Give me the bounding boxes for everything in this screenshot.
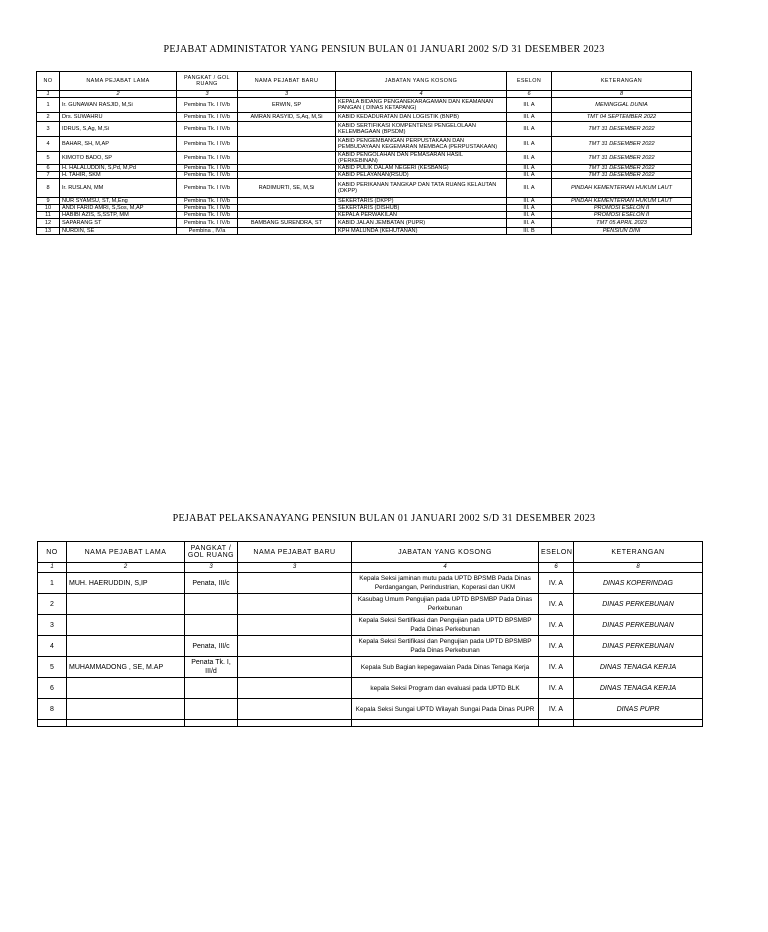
row-nama-baru xyxy=(238,198,336,205)
row-no: 9 xyxy=(37,198,60,205)
row-no: 2 xyxy=(37,113,60,122)
row-nama-lama: Drs. SUWAHRU xyxy=(60,113,177,122)
table-row xyxy=(38,678,703,699)
row-jabatan: KPH MALUNDA (KEHUTANAN) xyxy=(336,228,507,235)
col-number: 2 xyxy=(67,563,185,573)
row-pangkat: Pembina Tk. I IV/b xyxy=(177,212,238,219)
row-jabatan: KABID SERTIFIKASI KOMPENTENSI PENGELOLAAN KELEMBAGAAN (BPSDM) xyxy=(336,122,507,137)
header-pangkat: PANGKAT / GOL RUANG xyxy=(185,542,238,563)
row-eselon: IV. A xyxy=(539,573,574,594)
row-keterangan: DINAS PERKEBUNAN xyxy=(574,636,703,657)
row-eselon: III. A xyxy=(507,165,552,172)
row-eselon: IV. A xyxy=(539,615,574,636)
row-no: 3 xyxy=(38,615,67,636)
table-row xyxy=(37,122,692,137)
row-no: 10 xyxy=(37,205,60,212)
row-keterangan: PINDAH KEMENTERIAN HUKUM LAUT xyxy=(552,198,692,205)
row-nama-lama: NURDIN, SE xyxy=(60,228,177,235)
row-keterangan: TMT 31 DESEMBER 2022 xyxy=(552,152,692,165)
row-nama-lama xyxy=(67,636,185,657)
row-no: 4 xyxy=(38,636,67,657)
table2-title: PEJABAT PELAKSANAYANG PENSIUN BULAN 01 JANUARI 2002 S/D 31 DESEMBER 2023 xyxy=(172,513,596,524)
row-nama-lama: SAPARANG ST xyxy=(60,219,177,228)
empty-cell xyxy=(38,720,67,727)
administrator-table xyxy=(36,71,692,235)
row-eselon: III. A xyxy=(507,198,552,205)
row-no: 6 xyxy=(38,678,67,699)
row-nama-baru xyxy=(238,657,352,678)
row-pangkat xyxy=(185,615,238,636)
header-nama-baru: NAMA PEJABAT BARU xyxy=(238,72,336,91)
table-row xyxy=(38,657,703,678)
row-nama-baru: RADIMURTI, SE, M,Si xyxy=(238,179,336,198)
row-pangkat xyxy=(185,699,238,720)
empty-cell xyxy=(67,720,185,727)
row-jabatan: Kepala Seksi Sertifikasi dan Pengujian pada UPTD BPSMBP Pada Dinas Perkebunan xyxy=(352,615,539,636)
table-row xyxy=(37,137,692,152)
row-jabatan: Kepala Seksi Sertifikasi dan Pengujian pada UPTD BPSMBP Pada Dinas Perkebunan xyxy=(352,636,539,657)
row-nama-baru xyxy=(238,172,336,179)
col-number: 8 xyxy=(552,91,692,98)
table-header-row xyxy=(38,542,703,563)
row-eselon: III. A xyxy=(507,179,552,198)
empty-cell xyxy=(185,720,238,727)
row-nama-baru: ERWIN, SP xyxy=(238,98,336,113)
header-nama-lama: NAMA PEJABAT LAMA xyxy=(67,542,185,563)
row-eselon: IV. A xyxy=(539,594,574,615)
table-row xyxy=(38,573,703,594)
row-keterangan: DINAS PERKEBUNAN xyxy=(574,594,703,615)
row-jabatan: kepala Seksi Program dan evaluasi pada UPTD BLK xyxy=(352,678,539,699)
col-number: 3 xyxy=(177,91,238,98)
row-pangkat: Penata, III/c xyxy=(185,573,238,594)
row-nama-lama: ANDI FARID AMRI, S,Sos, M,AP xyxy=(60,205,177,212)
row-nama-baru xyxy=(238,205,336,212)
row-jabatan: KEPALA PERWAKILAN xyxy=(336,212,507,219)
table-row xyxy=(38,594,703,615)
col-number: 3 xyxy=(238,563,352,573)
row-keterangan: PROMOSI ESELON II xyxy=(552,205,692,212)
row-keterangan: PROMOSI ESELON II xyxy=(552,212,692,219)
column-number-row xyxy=(37,91,692,98)
row-keterangan: DINAS TENAGA KERJA xyxy=(574,678,703,699)
row-keterangan: TMT 04 SEPTEMBER 2022 xyxy=(552,113,692,122)
col-number: 4 xyxy=(336,91,507,98)
column-number-row xyxy=(38,563,703,573)
row-nama-lama: BAHAR, SH, M,AP xyxy=(60,137,177,152)
row-nama-lama: H. TAHIR, SKM xyxy=(60,172,177,179)
row-pangkat: Pembina Tk. I IV/b xyxy=(177,152,238,165)
row-eselon: III. A xyxy=(507,205,552,212)
row-jabatan: KABID KEDADURATAN DAN LOGISTIK (BNPB) xyxy=(336,113,507,122)
col-number: 3 xyxy=(185,563,238,573)
table-row xyxy=(38,615,703,636)
row-nama-lama: H. HALALUDDIN, S,Pd, M,Pd xyxy=(60,165,177,172)
table-row xyxy=(37,152,692,165)
row-nama-lama: Ir. RUSLAN, MM xyxy=(60,179,177,198)
col-number: 6 xyxy=(539,563,574,573)
header-nama-lama: NAMA PEJABAT LAMA xyxy=(60,72,177,91)
row-pangkat xyxy=(185,678,238,699)
table-row xyxy=(37,198,692,205)
row-jabatan: SEKERTARIS (DKPP) xyxy=(336,198,507,205)
table-row xyxy=(38,699,703,720)
col-number: 2 xyxy=(60,91,177,98)
row-pangkat: Pembina Tk. I IV/b xyxy=(177,198,238,205)
row-no: 8 xyxy=(38,699,67,720)
row-keterangan: TMT 31 DESEMBER 2022 xyxy=(552,165,692,172)
row-nama-baru: AMRAN RASYID, S,Aq, M,Si xyxy=(238,113,336,122)
row-nama-lama: NUR SYAMSU, ST, M,Eng xyxy=(60,198,177,205)
row-no: 1 xyxy=(37,98,60,113)
table-row xyxy=(37,172,692,179)
row-pangkat: Penata Tk. I, III/d xyxy=(185,657,238,678)
row-no: 3 xyxy=(37,122,60,137)
header-pangkat: PANGKAT / GOL RUANG xyxy=(177,72,238,91)
row-eselon: III. A xyxy=(507,219,552,228)
row-nama-lama: MUH. HAERUDDIN, S,IP xyxy=(67,573,185,594)
header-eselon: ESELON xyxy=(507,72,552,91)
header-no: NO xyxy=(38,542,67,563)
row-nama-lama: KIMOTO BADO, SP xyxy=(60,152,177,165)
empty-row xyxy=(38,720,703,727)
row-no: 2 xyxy=(38,594,67,615)
row-eselon: IV. A xyxy=(539,657,574,678)
row-no: 7 xyxy=(37,172,60,179)
row-pangkat: Pembina Tk. I IV/b xyxy=(177,122,238,137)
col-number: 8 xyxy=(574,563,703,573)
row-no: 12 xyxy=(37,219,60,228)
row-no: 4 xyxy=(37,137,60,152)
row-nama-lama: Ir. GUNAWAN RASJID, M,Si xyxy=(60,98,177,113)
row-pangkat: Pembina Tk. I IV/b xyxy=(177,137,238,152)
row-nama-lama: MUHAMMADONG , SE, M.AP xyxy=(67,657,185,678)
table1-title: PEJABAT ADMINISTATOR YANG PENSIUN BULAN 01 JANUARI 2002 S/D 31 DESEMBER 2023 xyxy=(163,44,605,55)
row-pangkat: Pembina Tk. I IV/b xyxy=(177,165,238,172)
row-keterangan: TMT 31 DESEMBER 2022 xyxy=(552,172,692,179)
col-number: 3 xyxy=(238,91,336,98)
row-jabatan: Kasubag Umum Pengujian pada UPTD BPSMBP Pada Dinas Perkebunan xyxy=(352,594,539,615)
row-jabatan: SEKERTARIS (DISHUB) xyxy=(336,205,507,212)
row-eselon: III. A xyxy=(507,137,552,152)
col-number: 1 xyxy=(38,563,67,573)
row-jabatan: KABID PELAYANAN(RSUD) xyxy=(336,172,507,179)
row-eselon: III. A xyxy=(507,152,552,165)
table-row xyxy=(37,165,692,172)
header-nama-baru: NAMA PEJABAT BARU xyxy=(238,542,352,563)
table-header-row xyxy=(37,72,692,91)
row-nama-lama xyxy=(67,615,185,636)
row-pangkat: Pembina Tk. I IV/b xyxy=(177,113,238,122)
row-pangkat: Penata, III/c xyxy=(185,636,238,657)
row-nama-baru xyxy=(238,699,352,720)
row-keterangan: DINAS TENAGA KERJA xyxy=(574,657,703,678)
row-no: 5 xyxy=(38,657,67,678)
row-nama-baru xyxy=(238,137,336,152)
row-keterangan: MENINGGAL DUNIA xyxy=(552,98,692,113)
header-no: NO xyxy=(37,72,60,91)
pelaksana-table xyxy=(37,541,703,727)
row-eselon: III. A xyxy=(507,122,552,137)
row-nama-baru xyxy=(238,165,336,172)
row-keterangan: TMT 31 DESEMBER 2022 xyxy=(552,122,692,137)
empty-cell xyxy=(352,720,539,727)
row-eselon: III. A xyxy=(507,212,552,219)
row-jabatan: Kepala Seksi jaminan mutu pada UPTD BPSMB Pada Dinas Perdangangan, Perindustrian, Koperasi dan UKM xyxy=(352,573,539,594)
row-eselon: III. A xyxy=(507,113,552,122)
row-nama-baru xyxy=(238,594,352,615)
header-jabatan: JABATAN YANG KOSONG xyxy=(336,72,507,91)
row-nama-baru xyxy=(238,573,352,594)
row-no: 1 xyxy=(38,573,67,594)
row-no: 11 xyxy=(37,212,60,219)
row-no: 6 xyxy=(37,165,60,172)
row-nama-baru xyxy=(238,636,352,657)
row-nama-baru: BAMBANG SURENDRA, ST xyxy=(238,219,336,228)
row-nama-lama: HABIBI AZIS, S,SSTP, MM xyxy=(60,212,177,219)
table-row xyxy=(37,228,692,235)
table-row xyxy=(37,219,692,228)
row-jabatan: KABID PERIKANAN TANGKAP DAN TATA RUANG KELAUTAN (DKPP) xyxy=(336,179,507,198)
row-no: 8 xyxy=(37,179,60,198)
table-row xyxy=(37,113,692,122)
header-keterangan: KETERANGAN xyxy=(574,542,703,563)
row-pangkat: Pembina Tk. I IV/b xyxy=(177,179,238,198)
row-no: 13 xyxy=(37,228,60,235)
row-pangkat: Pembina Tk. I IV/b xyxy=(177,219,238,228)
row-nama-baru xyxy=(238,122,336,137)
row-eselon: III. A xyxy=(507,172,552,179)
row-nama-baru xyxy=(238,615,352,636)
row-pangkat: Pembina Tk. I IV/b xyxy=(177,172,238,179)
row-jabatan: Kepala Sub Bagian kepegawaian Pada Dinas Tenaga Kerja xyxy=(352,657,539,678)
row-nama-lama xyxy=(67,699,185,720)
col-number: 6 xyxy=(507,91,552,98)
empty-cell xyxy=(574,720,703,727)
table-row xyxy=(38,636,703,657)
row-nama-lama: IDRUS, S,Ag, M,Si xyxy=(60,122,177,137)
row-jabatan: KABID PENGEMBANGAN PERPUSTAKAAN DAN PEMBUDAYAAN KEGEMARAN MEMBACA (PERPUSTAKAAN) xyxy=(336,137,507,152)
row-pangkat: Pembina , IV/a xyxy=(177,228,238,235)
row-jabatan: KABID PENGOLAHAN DAN PEMASARAN HASIL (PERKEBINAN) xyxy=(336,152,507,165)
row-eselon: IV. A xyxy=(539,678,574,699)
row-keterangan: PENSIUN DINI xyxy=(552,228,692,235)
table-row xyxy=(37,98,692,113)
row-eselon: III. A xyxy=(507,98,552,113)
row-keterangan: DINAS PERKEBUNAN xyxy=(574,615,703,636)
row-jabatan: KEPALA BIDANG PENGANEKARAGAMAN DAN KEAMANAN PANGAN ( DINAS KETAPANG) xyxy=(336,98,507,113)
empty-cell xyxy=(238,720,352,727)
header-jabatan: JABATAN YANG KOSONG xyxy=(352,542,539,563)
row-pangkat xyxy=(185,594,238,615)
table-body xyxy=(37,91,692,235)
row-eselon: IV. A xyxy=(539,636,574,657)
table-body xyxy=(38,563,703,727)
table-row xyxy=(37,179,692,198)
empty-cell xyxy=(539,720,574,727)
row-nama-lama xyxy=(67,594,185,615)
row-keterangan: TMT 31 DESEMBER 2022 xyxy=(552,137,692,152)
row-keterangan: TMT 05 APRIL 2023 xyxy=(552,219,692,228)
col-number: 4 xyxy=(352,563,539,573)
row-nama-baru xyxy=(238,152,336,165)
row-nama-baru xyxy=(238,212,336,219)
row-nama-baru xyxy=(238,678,352,699)
row-pangkat: Pembina Tk. I IV/b xyxy=(177,205,238,212)
row-nama-lama xyxy=(67,678,185,699)
row-no: 5 xyxy=(37,152,60,165)
col-number: 1 xyxy=(37,91,60,98)
row-jabatan: Kepala Seksi Sungai UPTD Wilayah Sungai Pada Dinas PUPR xyxy=(352,699,539,720)
row-keterangan: PINDAH KEMENTERIAN HUKUM LAUT xyxy=(552,179,692,198)
row-jabatan: KABID PULIK DALAM NEGERI (KESBANG) xyxy=(336,165,507,172)
row-eselon: III. B xyxy=(507,228,552,235)
table-row xyxy=(37,212,692,219)
row-keterangan: DINAS PUPR xyxy=(574,699,703,720)
row-eselon: IV. A xyxy=(539,699,574,720)
table-row xyxy=(37,205,692,212)
header-keterangan: KETERANGAN xyxy=(552,72,692,91)
row-keterangan: DINAS KOPERINDAG xyxy=(574,573,703,594)
row-pangkat: Pembina Tk. I IV/b xyxy=(177,98,238,113)
row-jabatan: KABID JALAN JEMBATAN (PUPR) xyxy=(336,219,507,228)
row-nama-baru xyxy=(238,228,336,235)
header-eselon: ESELON xyxy=(539,542,574,563)
